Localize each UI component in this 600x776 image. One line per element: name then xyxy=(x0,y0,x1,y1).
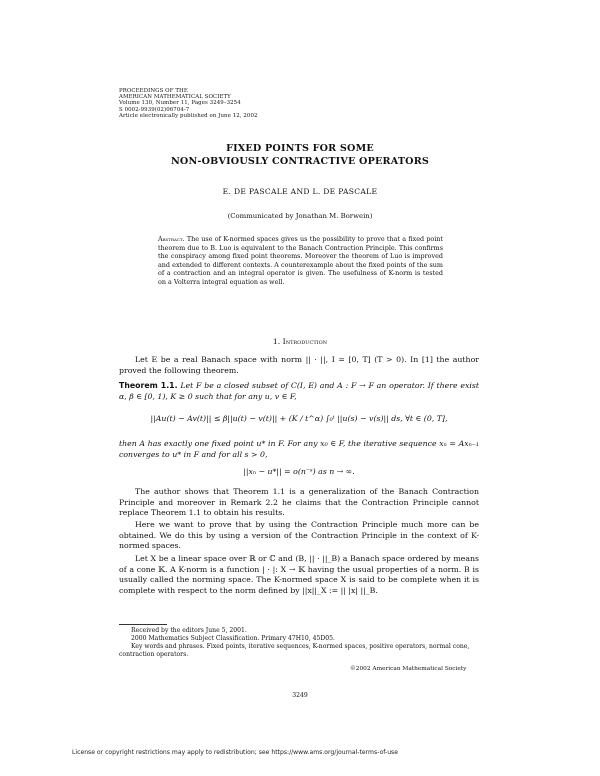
paragraph-contraction: Here we want to prove that by using the Contraction Principle much more can be obtained. We do this by using a version of the Contraction Principle in the context of K-normed spaces. xyxy=(119,520,479,550)
theorem-statement xyxy=(119,381,479,402)
journal-header-line: PROCEEDINGS OF THE xyxy=(119,88,188,94)
journal-header-line: Article electronically published on June 12, 2002 xyxy=(119,112,258,119)
paragraph-generalization: The author shows that Theorem 1.1 is a generalization of the Banach Contraction Principle and moreover in Remark 2.2 he claims that the Contraction Principle cannot replace Theorem 1.1 to obtain his results. xyxy=(119,487,479,517)
copyright: ©2002 American Mathematical Society xyxy=(350,666,467,672)
footnote-received: Received by the editors June 5, 2001. xyxy=(131,627,247,634)
authors: E. DE PASCALE AND L. DE PASCALE xyxy=(222,187,378,196)
abstract-label: Abstract. xyxy=(158,235,185,243)
equation-convergence: ||xₙ − u*|| = o(n⁻ˢ) as n → ∞. xyxy=(243,467,355,476)
abstract xyxy=(158,235,443,286)
section-title: Introduction xyxy=(282,337,328,346)
journal-header-line: AMERICAN MATHEMATICAL SOCIETY xyxy=(119,94,231,101)
communicated-by: (Communicated by Jonathan M. Borwein) xyxy=(227,212,373,220)
paper-title-line-1: FIXED POINTS FOR SOME xyxy=(226,143,374,154)
abstract-text: The use of K-normed spaces gives us the possibility to prove that a fixed point theorem due to B. Luo is equivalent to the Banach Contraction Principle. This confirms the conspiracy among fixed point theorems. Moreover the theorem of Luo is improved and extended to different contexts. A counterexample about the fixed points of the sum of a contraction and an integral operator is given. The usefulness of K-norm is tested on a Volterra integral equation as well. xyxy=(158,235,443,286)
license-footer[interactable]: License or copyright restrictions may apply to redistribution; see https://www.ams.org/journal-terms-of-use xyxy=(72,749,398,756)
journal-header xyxy=(119,88,258,119)
section-heading xyxy=(0,337,600,346)
paragraph-intro: Let E be a real Banach space with norm || · ||, I = [0, T] (T > 0). In [1] the author proved the following theorem. xyxy=(119,355,479,375)
equation-lipschitz: ||Au(t) − Av(t)|| ≤ β||u(t) − v(t)|| + (K / t^α) ∫₀ᵗ ||u(s) − v(s)|| ds, ∀t ∈ (0, T], xyxy=(150,414,448,423)
footnote-rule xyxy=(119,624,167,625)
section-number: 1. xyxy=(272,337,281,346)
footnote-keywords: Key words and phrases. Fixed points, iterative sequences, K-normed spaces, positive operators, normal cone, contraction operators. xyxy=(119,643,470,659)
paragraph-k-norm: Let X be a linear space over ℝ or ℂ and (B, || · ||_B) a Banach space ordered by means of a cone 𝕂. A K-norm is a function | · |: X → 𝕂 having the usual properties of a norm. B is usually called the norming space. The K-normed space X is said to be complete when it is complete with respect to the norm defined by ||x||_X := || |x| ||_B. xyxy=(119,554,479,595)
theorem-hypothesis: Let F be a closed subset of C(I, E) and A : F → F an operator. If there exist α, β ∈ [0, 1), K ≥ 0 such that for any u, v ∈ F, xyxy=(119,381,479,401)
journal-header-line: S 0002-9939(02)06704-7 xyxy=(119,106,190,113)
footnote-msc: 2000 Mathematics Subject Classification. Primary 47H10, 45D05. xyxy=(131,635,335,642)
theorem-label: Theorem 1.1. xyxy=(119,381,178,390)
paper-title-line-2: NON-OBVIOUSLY CONTRACTIVE OPERATORS xyxy=(170,156,430,167)
page-number: 3249 xyxy=(292,692,308,699)
theorem-conclusion: then A has exactly one fixed point u* in F. For any x₀ ∈ F, the iterative sequence xₙ = Axₙ₋₁ converges to u* in F and for all s > 0, xyxy=(119,439,479,459)
journal-header-line: Volume 130, Number 11, Pages 3249–3254 xyxy=(119,100,241,107)
